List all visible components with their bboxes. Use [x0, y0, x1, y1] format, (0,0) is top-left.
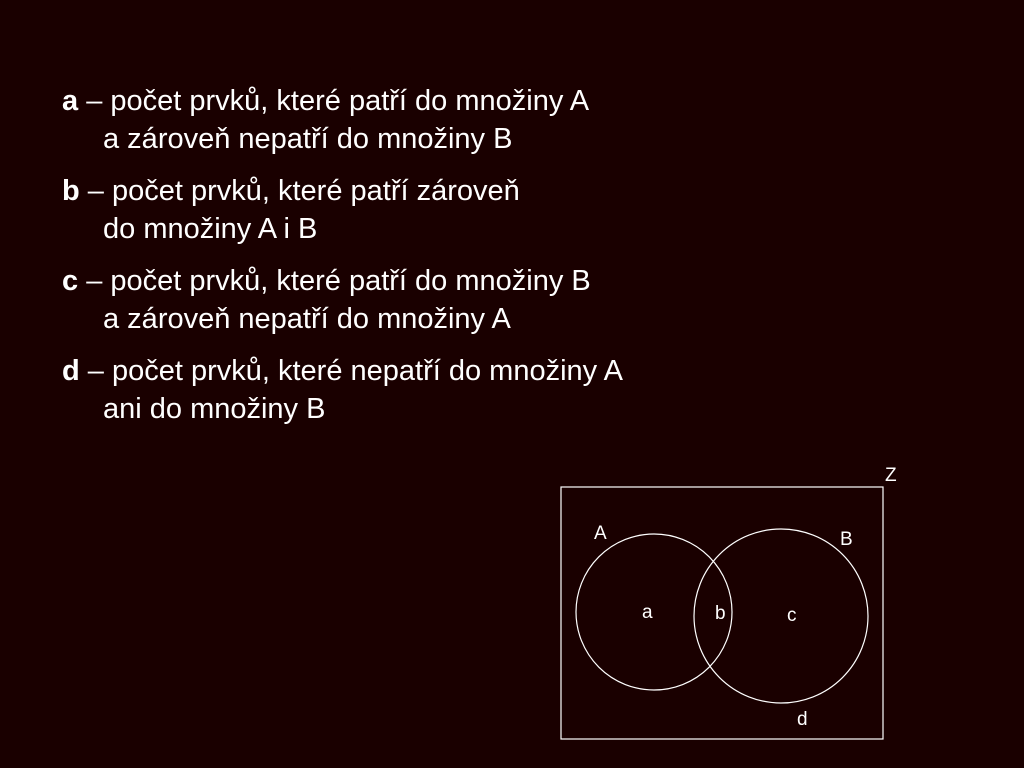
definition-d — [62, 352, 862, 428]
definition-c-text: – počet prvků, které patří do množiny B — [78, 265, 591, 297]
set-a-label: A — [594, 523, 607, 544]
region-a-label: a — [642, 602, 653, 623]
universe-label: Z — [885, 465, 897, 486]
venn-diagram — [540, 455, 920, 755]
definition-b — [62, 172, 862, 248]
definition-c — [62, 262, 862, 338]
set-b-label: B — [840, 529, 853, 550]
region-b-label: b — [715, 603, 726, 624]
region-d-label: d — [797, 709, 808, 730]
definition-c-line2: a zároveň nepatří do množiny A — [103, 303, 511, 335]
definitions-list — [62, 82, 862, 442]
definition-a-letter: a — [62, 85, 79, 117]
definition-b-line2: do množiny A i B — [103, 213, 318, 245]
definition-d-line2: ani do množiny B — [103, 393, 326, 425]
definition-a-line1 — [62, 82, 862, 120]
definition-d-line1 — [62, 352, 862, 390]
definition-b-letter: b — [62, 175, 80, 207]
definition-b-line1 — [62, 172, 862, 210]
definition-a-line2: a zároveň nepatří do množiny B — [103, 123, 513, 155]
region-c-label: c — [787, 605, 797, 626]
definition-b-text: – počet prvků, které patří zároveň — [79, 175, 520, 207]
definition-d-text: – počet prvků, které nepatří do množiny A — [79, 355, 623, 387]
definition-d-letter: d — [62, 355, 80, 387]
definition-a-text: – počet prvků, které patří do množiny A — [78, 85, 590, 117]
definition-c-letter: c — [62, 265, 79, 297]
set-a-circle — [576, 534, 732, 690]
definition-a — [62, 82, 862, 158]
definition-c-line1 — [62, 262, 862, 300]
